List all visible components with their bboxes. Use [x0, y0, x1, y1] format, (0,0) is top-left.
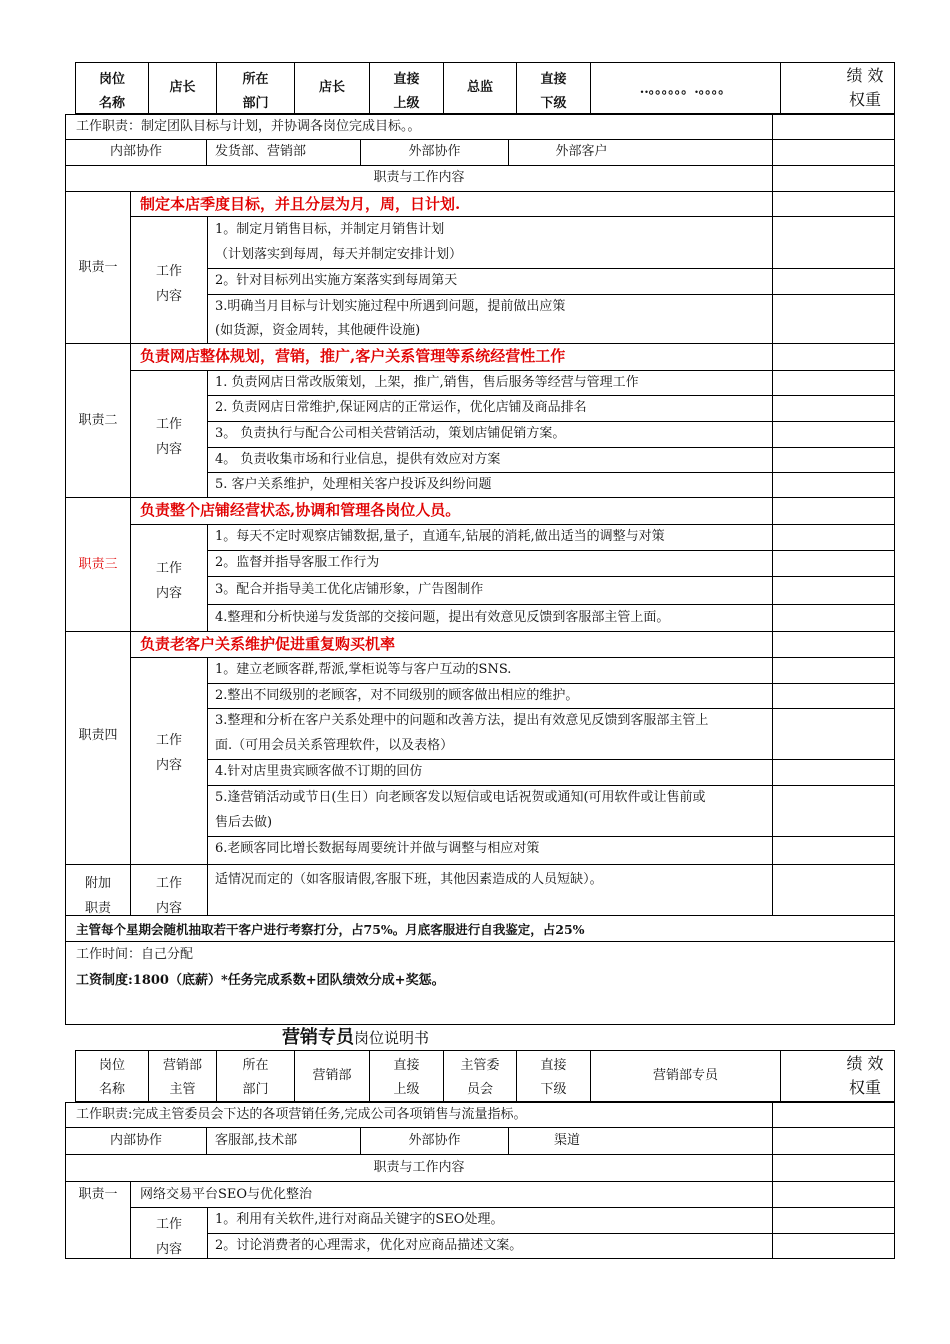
page-title-2: 营销专员岗位说明书 — [282, 1027, 430, 1048]
duty-3-title: 负责整个店铺经营状态,协调和管理各岗位人员。 — [140, 501, 461, 519]
dept-value-2: 营销部 — [312, 1068, 352, 1083]
duty-4-title: 负责老客户关系维护促进重复购买机率 — [140, 635, 396, 653]
duty-1-work-content-label: 工作 内容 — [155, 264, 182, 304]
internal-collab-label: 内部协作 — [109, 144, 162, 159]
direct-superior-label-2: 直接 上级 — [393, 1058, 420, 1097]
internal-collab-label-2: 内部协作 — [109, 1133, 162, 1148]
duty-1-item-3: 3.明确当月目标与计划实施过程中所遇到问题，提前做出应策 — [215, 299, 566, 314]
duty-3-name: 职责三 — [78, 557, 118, 572]
duty-2-name: 职责二 — [78, 413, 118, 428]
weight-label: 绩 效 权重 — [846, 66, 884, 109]
duty-1-item-1: 1。制定月销售目标，并制定月销售计划 — [215, 222, 445, 237]
direct-subordinate-label: 直接 下级 — [540, 72, 567, 111]
post-name-value: 店长 — [169, 80, 196, 95]
duty-4-item-2: 2.整出不同级别的老顾客，对不同级别的顾客做出相应的维护。 — [215, 688, 579, 703]
duty-2-1-name: 职责一 — [78, 1187, 118, 1202]
duty-4-item-3b: 面.（可用会员关系管理软件，以及表格） — [215, 738, 454, 753]
duty-4-work-content-label: 工作 内容 — [155, 733, 182, 773]
duty-4-item-3: 3.整理和分析在客户关系处理中的问题和改善方法，提出有效意见反馈到客服部主管上 — [215, 713, 709, 728]
weight-label-2: 绩 效 权重 — [846, 1054, 884, 1097]
duty-3-item-1: 1。每天不定时观察店铺数据,量子，直通车,钻展的消耗,做出适当的调整与对策 — [215, 529, 665, 544]
duty-1-item-2: 2。针对目标列出实施方案落实到每周第天 — [215, 273, 458, 288]
external-collab-label-2: 外部协作 — [408, 1133, 461, 1148]
duty-2-1-item-1: 1。利用有关软件,进行对商品关键字的SEO处理。 — [215, 1212, 504, 1227]
duty-3-item-3: 3。配合并指导美工优化店铺形象，广告图制作 — [215, 582, 484, 597]
duty-2-item-3: 3。 负责执行与配合公司相关营销活动，策划店铺促销方案。 — [215, 426, 566, 441]
duty-2-item-2: 2. 负责网店日常维护,保证网店的正常运作，优化店铺及商品排名 — [215, 400, 587, 415]
duty-4-item-4: 4.针对店里贵宾顾客做不订期的回仿 — [215, 764, 423, 779]
extra-duty-name: 附加 职责 — [84, 876, 111, 916]
duty-1-item-3b: (如货源，资金周转，其他硬件设施) — [215, 323, 421, 338]
external-collab-value: 外部客户 — [555, 144, 608, 159]
duty-3-item-4: 4.整理和分析快递与发货部的交接问题，提出有效意见反馈到客服部主管上面。 — [215, 610, 670, 625]
direct-subordinate-value-2: 营销部专员 — [652, 1068, 718, 1083]
duty-4-name: 职责四 — [78, 728, 118, 743]
dept-label: 所在 部门 — [242, 72, 269, 111]
duty-2-item-5: 5. 客户关系维护，处理相关客户投诉及纠纷问题 — [215, 477, 492, 492]
duty-2-1-work-content-label: 工作 内容 — [155, 1217, 182, 1257]
assessment-text: 主管每个星期会随机抽取若干客户进行考察打分，占75%。月底客服进行自我鉴定，占25% — [76, 922, 585, 937]
direct-superior-value: 总监 — [466, 80, 493, 95]
external-collab-value-2: 渠道 — [553, 1133, 580, 1148]
duty-4-item-5: 5.逢营销活动或节日(生日）向老顾客发以短信或电话祝贺或通知(可用软件或让售前或 — [215, 790, 706, 805]
duty-3-item-2: 2。监督并指导客服工作行为 — [215, 555, 380, 570]
duty-4-item-1: 1。建立老顾客群,帮派,掌柜说等与客户互动的SNS. — [215, 662, 512, 677]
direct-superior-label: 直接 上级 — [393, 72, 420, 111]
duty-1-name: 职责一 — [78, 260, 118, 275]
work-time-text: 工作时间：自己分配 — [76, 947, 194, 962]
duty-2-1-item-2: 2。讨论消费者的心理需求，优化对应商品描述文案。 — [215, 1238, 523, 1253]
duty-1-title: 制定本店季度目标，并且分层为月，周，日计划. — [140, 195, 461, 213]
direct-subordinate-label-2: 直接 下级 — [540, 1058, 567, 1097]
duty-4-item-5b: 售后去做) — [215, 815, 273, 830]
duty-1-item-1b: （计划落实到每周，每天并制定安排计划） — [215, 247, 463, 262]
internal-collab-value: 发货部、营销部 — [215, 144, 307, 159]
duty-summary: 工作职责：制定团队目标与计划，并协调各岗位完成目标。。 — [76, 119, 421, 134]
internal-collab-value-2: 客服部,技术部 — [215, 1133, 298, 1148]
duty-4-item-6: 6.老顾客同比增长数据每周要统计并做与调整与相应对策 — [215, 841, 540, 856]
post-name-label: 岗位 名称 — [98, 72, 125, 111]
salary-text: 工资制度:1800（底薪）*任务完成系数+团队绩效分成+奖惩。 — [76, 973, 445, 988]
duty-3-work-content-label: 工作 内容 — [155, 561, 182, 601]
duties-header-2: 职责与工作内容 — [373, 1160, 465, 1175]
duty-2-item-4: 4。 负责收集市场和行业信息，提供有效应对方案 — [215, 452, 501, 467]
direct-superior-value-2: 主管委 员会 — [460, 1058, 500, 1097]
duty-2-title: 负责网店整体规划，营销，推广,客户关系管理等系统经营性工作 — [140, 347, 566, 365]
post-name-value-2: 营销部 主管 — [162, 1058, 202, 1097]
duty-2-item-1: 1. 负责网店日常改版策划，上架，推广,销售，售后服务等经营与管理工作 — [215, 375, 639, 390]
dept-value: 店长 — [318, 80, 345, 95]
dept-label-2: 所在 部门 — [242, 1058, 269, 1097]
duty-2-1-title: 网络交易平台SEO与优化整治 — [140, 1187, 313, 1202]
external-collab-label: 外部协作 — [408, 144, 461, 159]
extra-work-content-label: 工作 内容 — [155, 876, 182, 916]
duty-2-work-content-label: 工作 内容 — [155, 417, 182, 457]
direct-subordinate-value: ..。。。。。。.。。。。 — [639, 82, 732, 97]
extra-duty-text: 适情况而定的（如客服请假,客服下班，其他因素造成的人员短缺）。 — [215, 872, 603, 887]
duty-summary-2: 工作职责:完成主管委员会下达的各项营销任务,完成公司各项销售与流量指标。 — [76, 1107, 527, 1122]
post-name-label-2: 岗位 名称 — [98, 1058, 125, 1097]
duties-header: 职责与工作内容 — [373, 170, 465, 185]
